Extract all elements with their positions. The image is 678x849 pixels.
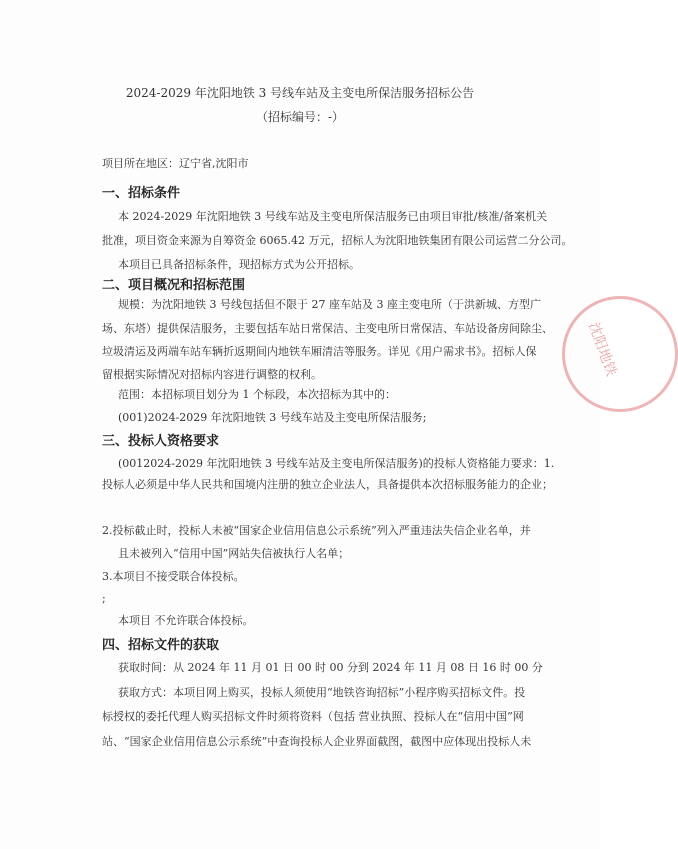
- document-title: 2024-2029 年沈阳地铁 3 号线车站及主变电所保洁服务招标公告: [125, 86, 475, 100]
- s3-line-4: 且未被列入“信用中国”网站失信被执行人名单；: [118, 547, 350, 560]
- s4-line-2: 获取方式：本项目网上购买，投标人须使用“地铁咨询招标”小程序购买招标文件。投: [118, 686, 526, 699]
- section-4-heading: 四、招标文件的获取: [102, 638, 220, 653]
- s2-line-2: 场、东塔）提供保洁服务，主要包括车站日常保洁、主变电所日常保洁、车站设备房间除尘、: [102, 322, 553, 335]
- project-location: 项目所在地区：辽宁省,沈阳市: [102, 157, 249, 170]
- red-seal-stamp: [562, 296, 678, 412]
- s2-line-5: 范围：本招标项目划分为 1 个标段，本次招标为其中的：: [118, 388, 396, 401]
- section-1-heading: 一、招标条件: [102, 186, 181, 201]
- s3-line-2: 投标人必须是中华人民共和国境内注册的独立企业法人，具备提供本次招标服务能力的企业；: [102, 478, 553, 491]
- s3-line-1: (0012024-2029 年沈阳地铁 3 号线车站及主变电所保洁服务)的投标人资格能力要求：1.: [118, 457, 555, 470]
- s2-line-6: (001)2024-2029 年沈阳地铁 3 号线车站及主变电所保洁服务;: [118, 411, 427, 424]
- section-2-heading: 二、项目概况和招标范围: [102, 278, 246, 293]
- s2-line-3: 垃圾清运及两端车站车辆折返期间内地铁车厢清洁等服务。详见《用户需求书》。招标人保: [102, 345, 537, 358]
- s2-line-4: 留根据实际情况对招标内容进行调整的权利。: [102, 368, 322, 381]
- s3-line-7: 本项目 不允许联合体投标。: [118, 614, 254, 627]
- s4-line-3: 标授权的委托代理人购买招标文件时须将资料（包括 营业执照、投标人在“信用中国”网: [102, 710, 524, 723]
- tender-number: （招标编号：-）: [255, 110, 345, 124]
- seal-text: 沈阳地铁: [584, 320, 620, 379]
- s1-line-2: 批准，项目资金来源为自筹资金 6065.42 万元，招标人为沈阳地铁集团有限公司运营二分公司。: [102, 234, 573, 247]
- s2-line-1: 规模：为沈阳地铁 3 号线包括但不限于 27 座车站及 3 座主变电所（于洪新城、方型广: [118, 298, 541, 311]
- s4-line-1: 获取时间：从 2024 年 11 月 01 日 00 时 00 分到 2024 年 11 月 08 日 16 时 00 分: [118, 661, 543, 674]
- s4-line-4: 站、“国家企业信用信息公示系统”中查询投标人企业界面截图，截图中应体现出投标人未: [102, 735, 532, 748]
- s3-line-6: ;: [102, 592, 106, 605]
- s3-line-5: 3.本项目不接受联合体投标。: [102, 570, 245, 583]
- s1-line-3: 本项目已具备招标条件，现招标方式为公开招标。: [118, 258, 360, 271]
- section-3-heading: 三、投标人资格要求: [102, 434, 220, 449]
- s3-line-3: 2.投标截止时，投标人未被“国家企业信用信息公示系统”列入严重违法失信企业名单，并: [102, 524, 531, 537]
- s1-line-1: 本 2024-2029 年沈阳地铁 3 号线车站及主变电所保洁服务已由项目审批/核准/备案机关: [118, 210, 548, 223]
